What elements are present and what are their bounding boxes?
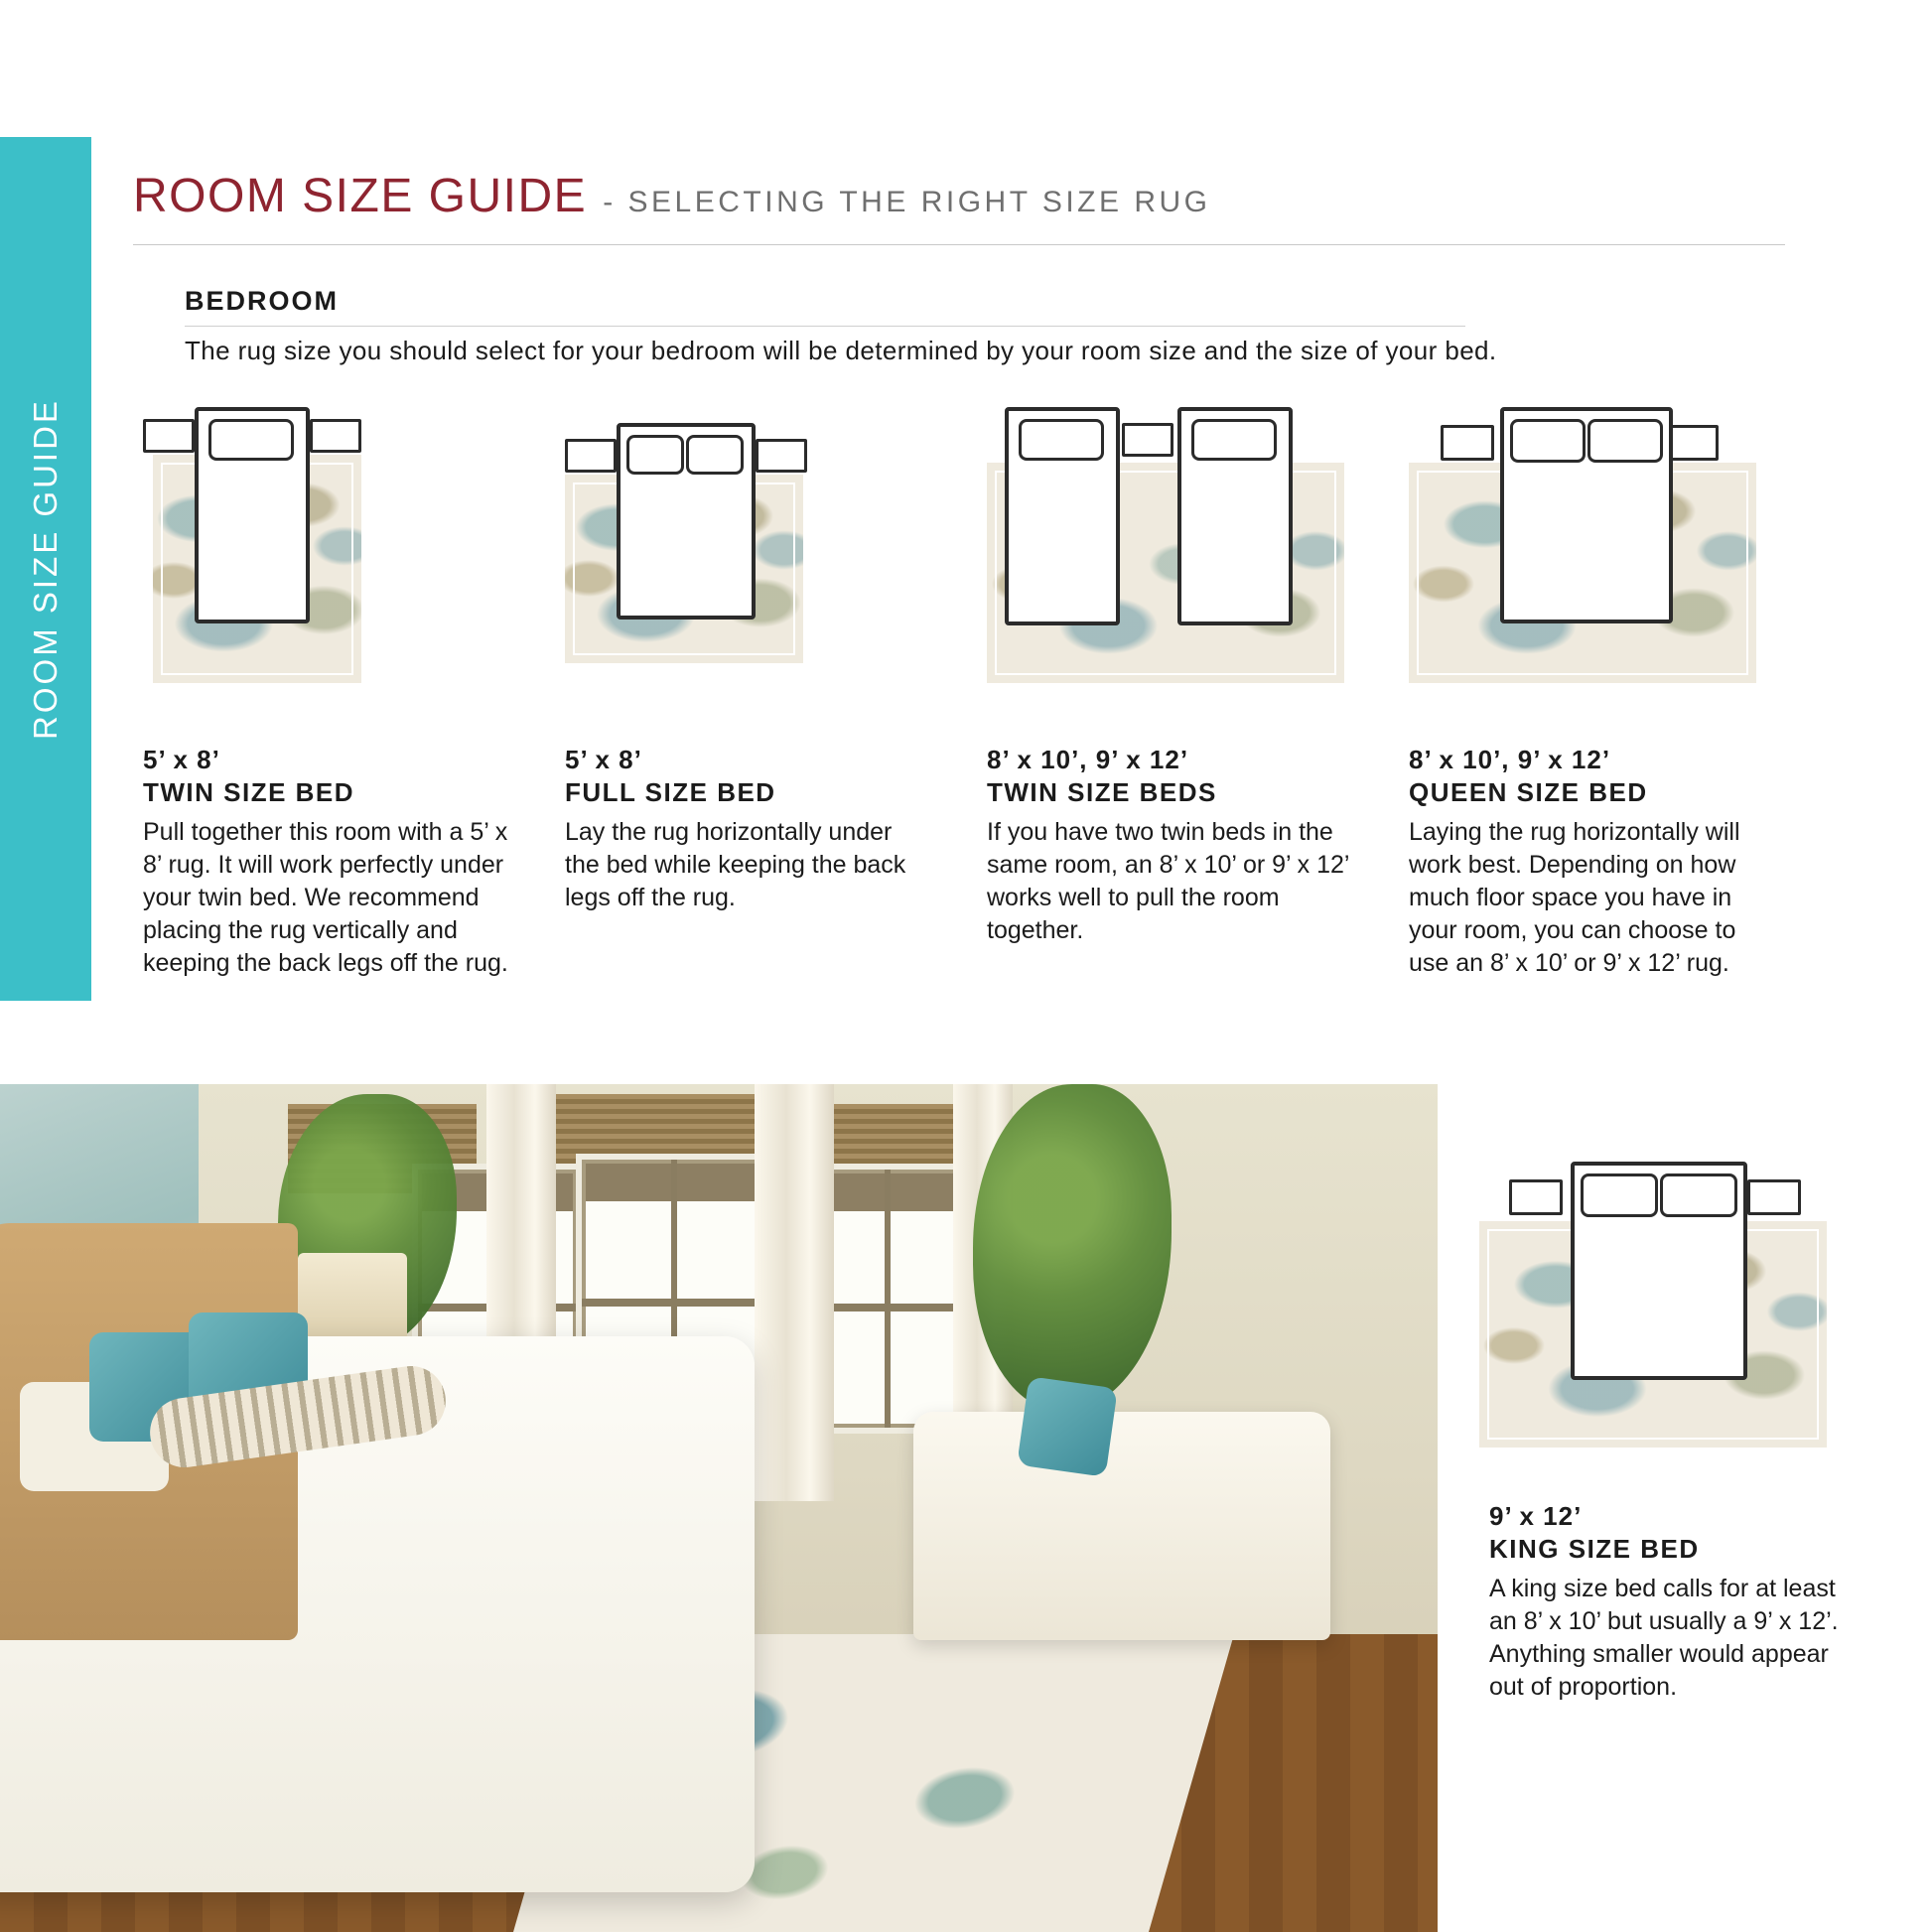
pillow-left [1510, 419, 1586, 463]
nightstand-left [143, 419, 195, 453]
section-heading: BEDROOM [185, 286, 339, 316]
pillow-left [626, 435, 684, 475]
card-queen-bed [1399, 397, 1821, 980]
card-king-bed [1479, 1152, 1906, 1704]
caption-name: QUEEN SIZE BED [1409, 777, 1648, 807]
caption-size: 8’ x 10’, 9’ x 12’ [1409, 745, 1611, 774]
caption [565, 745, 977, 914]
caption [143, 745, 555, 980]
pillow-right [1660, 1173, 1737, 1217]
caption [1409, 745, 1821, 980]
pillow-right [1587, 419, 1663, 463]
nightstand-center [1122, 423, 1173, 457]
caption-description: Lay the rug horizontally under the bed while keeping the back legs off the rug. [565, 818, 906, 911]
pillow-right [1191, 419, 1277, 461]
nightstand-right [1747, 1179, 1801, 1215]
caption-size: 5’ x 8’ [143, 745, 220, 774]
diagram-twin-bed [143, 397, 555, 745]
page-subtitle: - SELECTING THE RIGHT SIZE RUG [603, 186, 1211, 218]
side-tab [0, 137, 91, 1001]
diagram-king-bed [1479, 1152, 1906, 1479]
page-header [133, 169, 1781, 223]
diagram-queen-bed [1409, 397, 1821, 745]
section-intro: The rug size you should select for your bedroom will be determined by your room size and the size of your bed. [185, 336, 1497, 365]
nightstand-left [1509, 1179, 1563, 1215]
card-full-bed [555, 397, 977, 980]
card-two-twin-beds [977, 397, 1399, 980]
caption-description: A king size bed calls for at least an 8’ x 10’ but usually a 9’ x 12’. Anything smaller would appear out of proportion. [1489, 1575, 1839, 1701]
diagram-two-twin-beds [987, 397, 1399, 745]
nightstand-right [756, 439, 807, 473]
caption-size: 5’ x 8’ [565, 745, 642, 774]
caption-size: 8’ x 10’, 9’ x 12’ [987, 745, 1189, 774]
pillow-left [1581, 1173, 1658, 1217]
nightstand-right [310, 419, 361, 453]
pillow-left [1019, 419, 1104, 461]
caption-name: FULL SIZE BED [565, 777, 776, 807]
side-tab-label: ROOM SIZE GUIDE [27, 398, 64, 740]
caption [1489, 1501, 1906, 1704]
caption-description: Laying the rug horizontally will work best. Depending on how much floor space you have in your room, you can choose to use an 8’ x 10’ or 9’ x 12’ rug. [1409, 818, 1740, 977]
bedroom-photo [0, 1084, 1438, 1932]
diagram-row [133, 397, 1821, 980]
curtain-right [755, 1084, 834, 1501]
caption-description: Pull together this room with a 5’ x 8’ rug. It will work perfectly under your twin bed. We recommend placing the rug vertically and keeping the back legs off the rug. [143, 818, 508, 977]
header-divider [133, 244, 1785, 245]
caption-size: 9’ x 12’ [1489, 1501, 1583, 1531]
pillow [208, 419, 294, 461]
nightstand-right [1665, 425, 1719, 461]
caption [987, 745, 1399, 947]
pillow-right [686, 435, 744, 475]
caption-name: TWIN SIZE BEDS [987, 777, 1217, 807]
page-title: ROOM SIZE GUIDE [133, 170, 588, 222]
caption-name: TWIN SIZE BED [143, 777, 355, 807]
chaise-lounge [913, 1412, 1330, 1640]
diagram-full-bed [565, 397, 977, 745]
section-divider [185, 326, 1465, 327]
table-lamp [298, 1253, 407, 1342]
chaise-pillow [1017, 1376, 1118, 1477]
card-twin-bed [133, 397, 555, 980]
caption-name: KING SIZE BED [1489, 1534, 1700, 1564]
nightstand-left [565, 439, 617, 473]
nightstand-left [1441, 425, 1494, 461]
caption-description: If you have two twin beds in the same room, an 8’ x 10’ or 9’ x 12’ works well to pull the room together. [987, 818, 1349, 944]
